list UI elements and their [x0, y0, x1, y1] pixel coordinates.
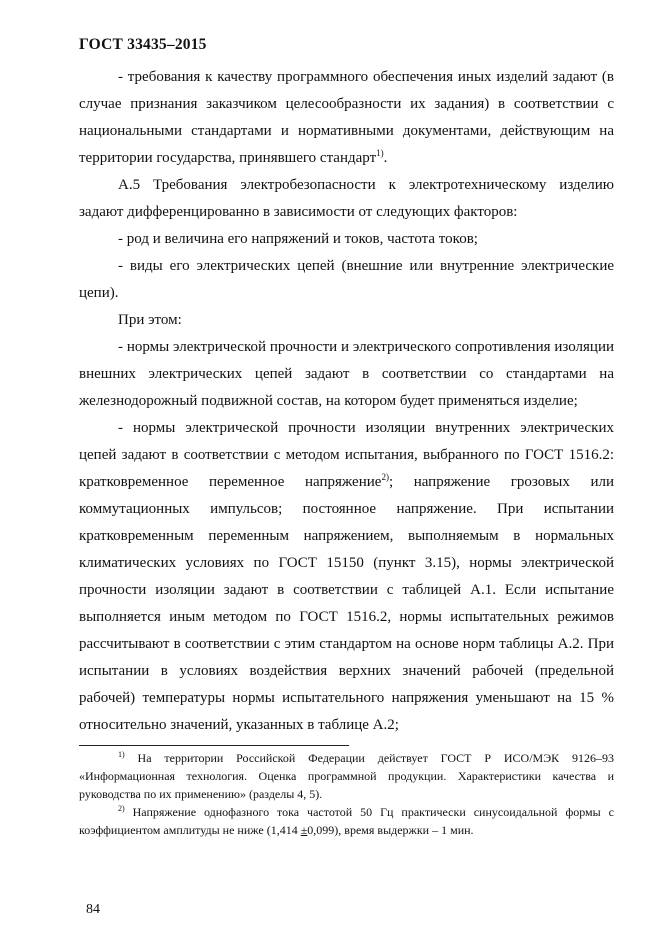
paragraph-software-quality: - требования к качеству программного обеспечения иных изделий задают (в случае признания заказчиком целесообразности их задания) в соответствии с национальными стандартами и нормативными документами, действующим на территории государства, принявшего стандарт$^{1)}$. [79, 69, 614, 166]
paragraph-a5: А.5 Требования электробезопасности к электротехническому изделию задают дифференцированно в зависимости от следующих факторов: [79, 177, 614, 220]
main-text [79, 64, 614, 739]
footnote-ref-2[interactable]: 2) [381, 472, 389, 482]
paragraph-internal-circuits: - нормы электрической прочности изоляции внутренних электрических цепей задают в соответствии с методом испытания, выбранного по ГОСТ 1516.2: кратковременное переменное напряжение$^{2)}$; напряжение грозовых или коммутационных импульсов; постоянное напряжение. При испытании кратковременным переменным напряжением, выполняемым в нормальных климатических условиях по ГОСТ 15150 (пункт 3.15), нормы электрической прочности изоляции задают в соответствии с таблицей А.1. Если испытание выполняется иным методом по ГОСТ 1516.2, нормы испытательных режимов рассчитывают в соответствии с этим стандартом на основе норм таблицы А.2. При испытании в условиях воздействия верхних значений рабочей (предельной рабочей) температуры нормы испытательного напряжения уменьшают на 15 % относительно значений, указанных в таблице А.2; [79, 420, 614, 733]
footnotes [79, 749, 614, 839]
footnote-marker-2: 2) [118, 804, 125, 813]
footnote-2: $^{2)}$ Напряжение однофазного тока частотой 50 Гц практически синусоидальной формы с коэффициентом амплитуды не ниже (1,414 ±0,099), время выдержки – 1 мин. [79, 804, 614, 837]
document-header: ГОСТ 33435–2015 [79, 36, 207, 53]
footnote-marker-1: 1) [118, 750, 125, 759]
footnote-divider [79, 745, 349, 746]
paragraph-current-type: - род и величина его напряжений и токов, частота токов; [118, 231, 478, 247]
footnote-ref-1[interactable]: 1) [376, 148, 384, 158]
page-number: 84 [86, 902, 100, 917]
footnote-1: $^{1)}$ На территории Российской Федерации действует ГОСТ Р ИСО/МЭК 9126–93 «Информационная технология. Оценка программной продукции. Характеристики качества и руководства по их применению» (разделы 4, 5). [79, 750, 614, 801]
paragraph-pri-etom: При этом: [118, 312, 182, 328]
plus-minus-sign: ± [300, 823, 308, 837]
paragraph-circuit-types: - виды его электрических цепей (внешние или внутренние электрические цепи). [79, 258, 614, 301]
paragraph-external-circuits: - нормы электрической прочности и электрического сопротивления изоляции внешних электрических цепей задают в соответствии со стандартами на железнодорожный подвижной состав, на котором будет применяться изделие; [79, 339, 614, 409]
